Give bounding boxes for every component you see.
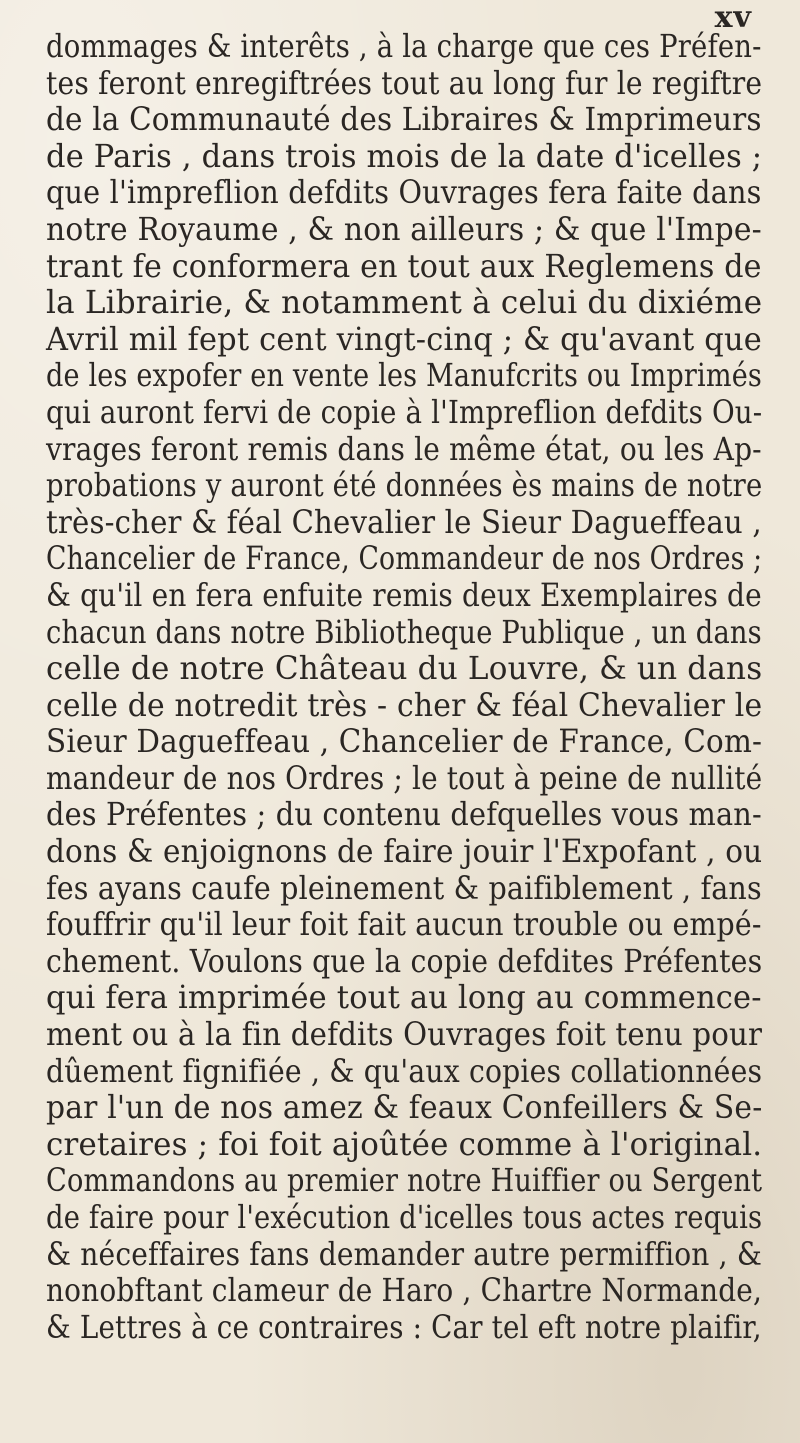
text-line: par l'un de nos amez & feaux Confeillers & Se-	[46, 1088, 763, 1127]
text-line: & qu'il en fera enfuite remis deux Exemplaires de	[46, 575, 762, 614]
text-line: Sieur Dagueffeau , Chancelier de France, Com-	[46, 722, 763, 761]
text-line: cretaires ; foi foit ajoûtée comme à l'original.	[46, 1124, 763, 1163]
text-line: mandeur de nos Ordres ; le tout à peine de nullité	[46, 758, 763, 797]
text-line: de faire pour l'exécution d'icelles tous actes requis	[46, 1198, 763, 1236]
text-line: chacun dans notre Bibliotheque Publique , un dans	[46, 612, 762, 651]
text-line: Avril mil fept cent vingt-cinq ; & qu'avant que	[46, 319, 762, 358]
text-line: Chancelier de France, Commandeur de nos Ordres ;	[46, 539, 763, 578]
page-signature: xv	[714, 0, 752, 35]
text-line: que l'impreflion defdits Ouvrages fera faite dans	[46, 173, 762, 212]
text-line: dons & enjoignons de faire jouir l'Expofant , ou	[46, 832, 763, 871]
text-line: très-cher & féal Chevalier le Sieur Dagueffeau ,	[46, 502, 762, 541]
page-body-text	[46, 28, 762, 1345]
text-line: fes ayans caufe pleinement & paifiblement , fans	[46, 868, 762, 907]
text-line: dûement fignifiée , & qu'aux copies collationnées	[46, 1051, 763, 1090]
text-line: & néceffaires fans demander autre permiffion , &	[46, 1234, 763, 1273]
text-line: de les expofer en vente les Manufcrits ou Imprimés	[46, 356, 762, 395]
text-line: la Librairie, & notamment à celui du dixiéme	[46, 283, 763, 322]
text-line: dommages & interêts , à la charge que ces Préfen-	[46, 27, 762, 65]
text-line: Commandons au premier notre Huiffier ou Sergent	[46, 1161, 763, 1200]
text-line: chement. Voulons que la copie defdites Préfentes	[46, 941, 763, 980]
text-line: qui auront fervi de copie à l'Impreflion defdits Ou-	[46, 392, 763, 431]
text-line: des Préfentes ; du contenu defquelles vous man-	[46, 795, 762, 834]
text-line: tes feront enregiftrées tout au long fur le regiftre	[46, 63, 763, 102]
text-line: celle de notre Château du Louvre, & un dans	[46, 649, 763, 688]
text-line: notre Royaume , & non ailleurs ; & que l'Impe-	[46, 209, 762, 248]
text-line: & Lettres à ce contraires : Car tel eft notre plaifir,	[46, 1307, 762, 1346]
text-line: probations y auront été données ès mains de notre	[46, 466, 763, 505]
text-line: de la Communauté des Libraires & Imprimeurs	[46, 100, 762, 139]
text-line: ment ou à la fin defdits Ouvrages foit tenu pour	[46, 1015, 763, 1054]
text-line: qui fera imprimée tout au long au commence-	[46, 978, 762, 1017]
text-line: celle de notredit très - cher & féal Chevalier le	[46, 685, 763, 724]
text-line: fouffrir qu'il leur foit fait aucun trouble ou empé-	[46, 905, 762, 944]
text-line: trant fe conformera en tout aux Reglemens de	[46, 246, 762, 285]
text-line: vrages feront remis dans le même état, ou les Ap-	[46, 429, 762, 468]
text-line: nonobftant clameur de Haro , Chartre Normande,	[46, 1271, 763, 1310]
text-line: de Paris , dans trois mois de la date d'icelles ;	[46, 136, 763, 175]
